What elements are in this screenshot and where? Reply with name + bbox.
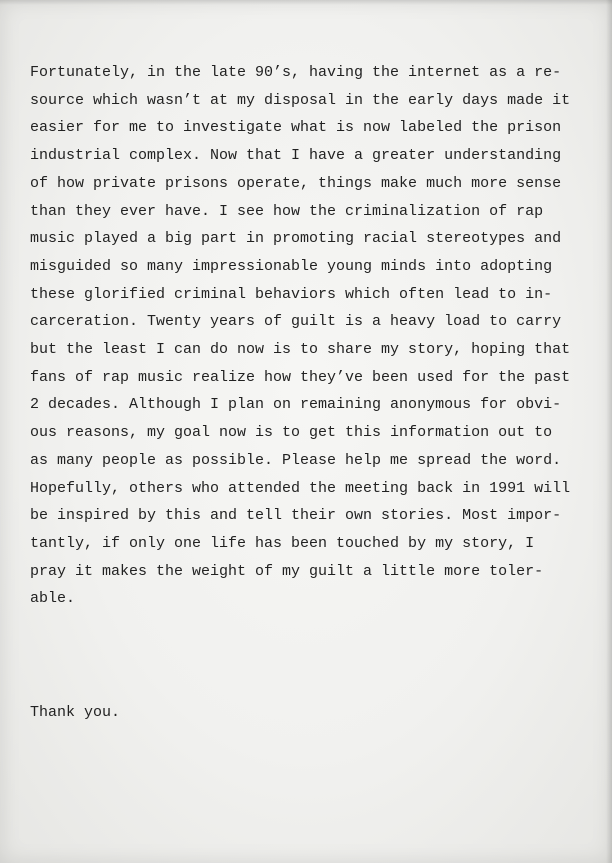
body-line-10: carceration. Twenty years of guilt is a heavy load to carry [30,313,562,331]
body-line-12: fans of rap music realize how they’ve been used for the past [30,368,571,386]
paper-top-shadow [0,0,612,5]
body-line-18: tantly, if only one life has been touched by my story, I [30,534,535,552]
body-line-14: ous reasons, my goal now is to get this information out to [30,424,553,442]
body-line-13: 2 decades. Although I plan on remaining anonymous for obvi- [30,396,562,414]
body-line-17: be inspired by this and tell their own stories. Most impor- [30,507,562,525]
body-line-8: misguided so many impressionable young minds into adopting [30,257,553,275]
body-line-16: Hopefully, others who attended the meeting back in 1991 will [30,479,571,497]
body-line-19: pray it makes the weight of my guilt a little more toler- [30,562,544,580]
letter-closing: Thank you. [30,704,121,721]
body-line-6: than they ever have. I see how the criminalization of rap [30,202,544,220]
paper-right-shadow [606,0,612,863]
body-line-3: easier for me to investigate what is now labeled the prison [30,119,562,137]
body-line-2: source which wasn’t at my disposal in the early days made it [30,91,571,109]
letter-body [30,59,590,613]
body-line-5: of how private prisons operate, things make much more sense [30,174,562,192]
body-line-20: able. [30,590,76,608]
body-line-4: industrial complex. Now that I have a greater understanding [30,147,562,165]
body-line-1: Fortunately, in the late 90’s, having the internet as a re- [30,64,562,81]
body-line-15: as many people as possible. Please help me spread the word. [30,451,562,469]
body-line-7: music played a big part in promoting racial stereotypes and [30,230,562,248]
body-line-11: but the least I can do now is to share my story, hoping that [30,341,571,359]
body-line-9: these glorified criminal behaviors which often lead to in- [30,285,553,303]
